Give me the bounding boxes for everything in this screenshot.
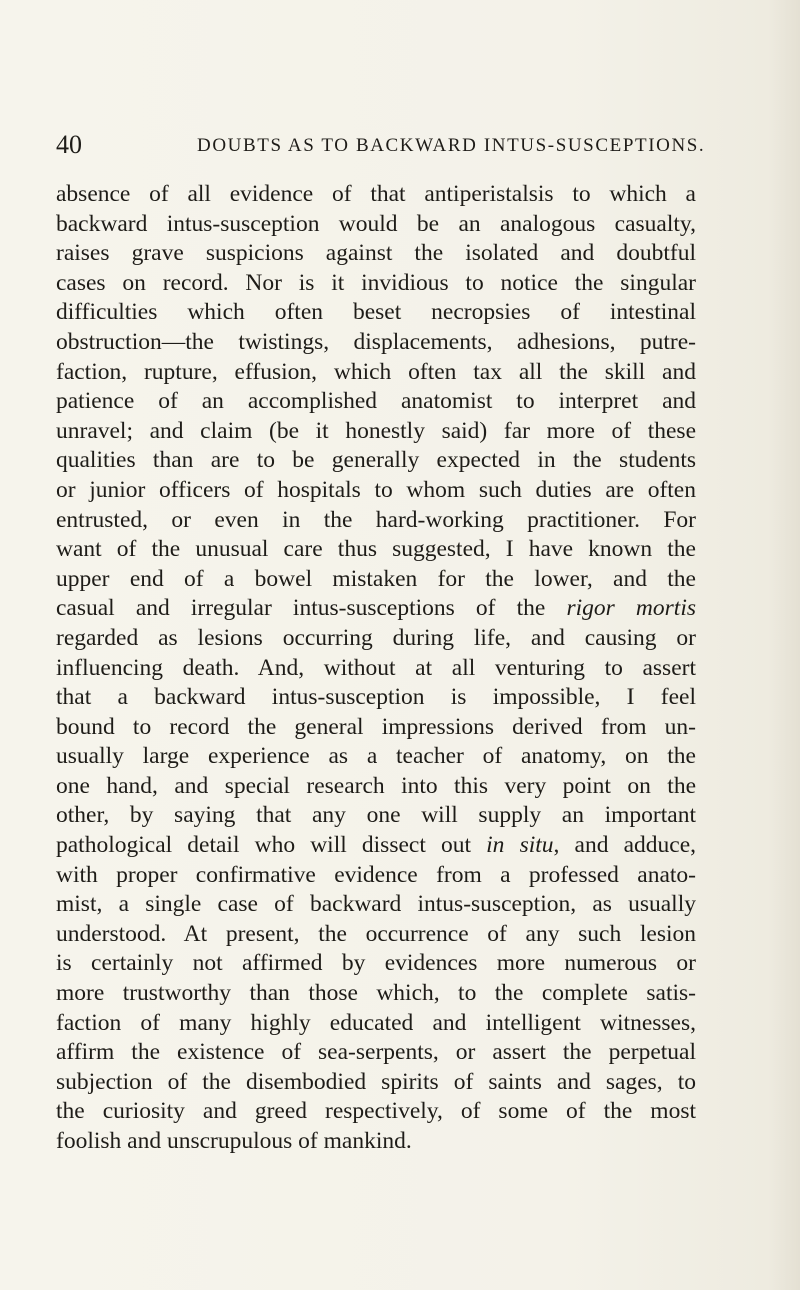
text-line [56,565,696,595]
text-segment: unravel; and claim (be it honestly said) far more of these [56,417,696,444]
text-line [56,1097,696,1127]
text-line [56,742,696,772]
text-line [56,654,696,684]
text-segment: qualities than are to be generally expected in the students [56,447,696,474]
text-segment: absence of all evidence of that antiperistalsis to which a [56,181,696,207]
text-segment: want of the unusual care thus suggested, I have known the [56,536,696,563]
text-line [56,979,696,1009]
text-line [56,1009,696,1039]
text-segment: that a backward intus-susception is impossible, I feel [56,684,696,711]
text-segment: mist, a single case of backward intus-susception, as usually [56,891,696,918]
text-segment: subjection of the disembodied spirits of saints and sages, to [56,1068,696,1095]
italic-phrase: rigor mortis [566,595,697,622]
text-line [56,624,696,654]
text-line [56,476,696,506]
text-segment: raises grave suspicions against the isolated and doubtful [56,240,696,267]
text-line [56,328,696,358]
text-segment: more trustworthy than those which, to the complete satis- [56,980,696,1007]
text-line [56,1127,696,1157]
text-segment: is certainly not affirmed by evidences more numerous or [56,950,696,977]
text-line [56,890,696,920]
text-segment: , and adduce, [553,832,697,859]
text-segment: difficulties which often beset necropsies of intestinal [56,299,696,326]
text-segment: cases on record. Nor is it invidious to notice the singular [56,269,696,296]
page-number: 40 [56,130,82,159]
text-segment: affirm the existence of sea-serpents, or assert the perpetual [56,1039,696,1066]
running-head [56,130,706,170]
body-paragraph [56,180,696,1157]
text-line [56,269,696,299]
text-line [56,298,696,328]
text-segment: entrusted, or even in the hard-working practitioner. For [56,506,696,533]
text-line [56,239,696,269]
text-line [56,861,696,891]
text-segment: one hand, and special research into this very point on the [56,772,696,799]
text-line [56,506,696,536]
text-line [56,594,696,624]
text-segment: foolish and unscrupulous of mankind. [56,1128,412,1154]
text-segment: with proper confirmative evidence from a professed anato- [56,861,696,888]
text-segment: faction of many highly educated and intelligent witnesses, [56,1009,696,1036]
text-line [56,683,696,713]
text-segment: pathological detail who will dissect out [56,832,487,859]
text-line [56,1068,696,1098]
running-head-title: DOUBTS AS TO BACKWARD INTUS-SUSCEPTIONS. [197,135,706,156]
text-segment: influencing death. And, without at all venturing to assert [56,654,696,681]
text-line [56,446,696,476]
text-segment: other, by saying that any one will supply an important [56,802,696,829]
text-line [56,920,696,950]
text-line [56,801,696,831]
text-line [56,417,696,447]
text-line [56,387,696,417]
text-segment: obstruction—the twistings, displacements, adhesions, putre- [56,328,696,355]
text-segment: patience of an accomplished anatomist to interpret and [56,388,696,415]
text-line [56,772,696,802]
text-segment: usually large experience as a teacher of anatomy, on the [56,743,696,770]
text-segment: faction, rupture, effusion, which often tax all the skill and [56,358,696,385]
text-line [56,713,696,743]
text-segment: casual and irregular intus-susceptions of the [56,595,567,622]
text-segment: bound to record the general impressions derived from un- [56,713,696,740]
text-segment: backward intus-susception would be an analogous casualty, [56,210,696,237]
italic-phrase: in situ [486,832,554,859]
text-line [56,210,696,240]
text-segment: understood. At present, the occurrence of any such lesion [56,920,696,947]
text-line [56,949,696,979]
text-segment: the curiosity and greed respectively, of some of the most [56,1098,696,1125]
text-line [56,358,696,388]
text-segment: upper end of a bowel mistaken for the lower, and the [56,565,696,592]
text-line [56,535,696,565]
text-segment: regarded as lesions occurring during life, and causing or [56,624,696,651]
text-line [56,180,696,210]
text-segment: or junior officers of hospitals to whom such duties are often [56,476,696,503]
text-line [56,831,696,861]
text-line [56,1038,696,1068]
